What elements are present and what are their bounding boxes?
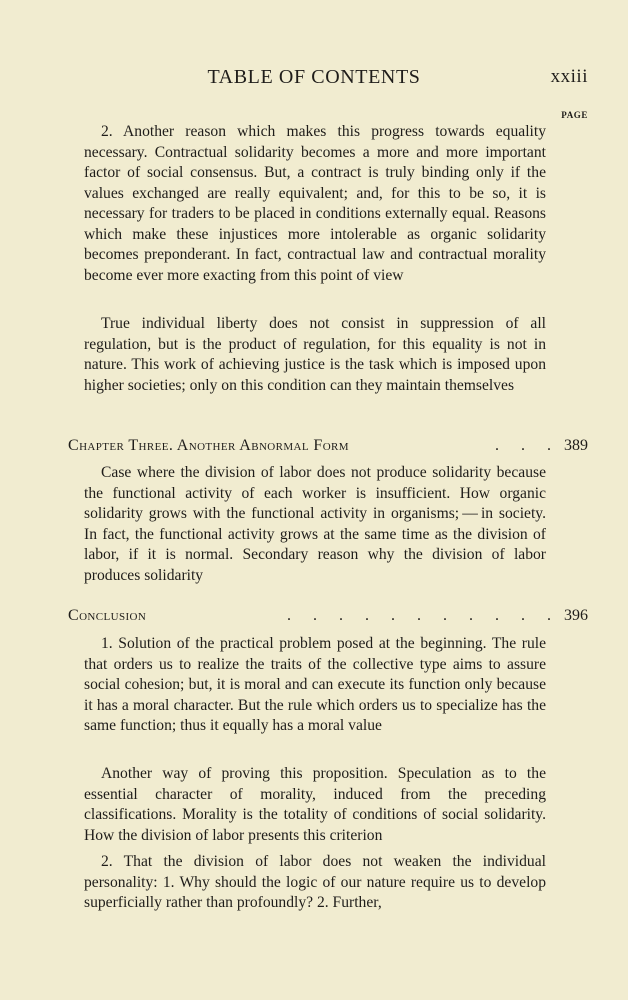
toc-leader-dots: . . . [495,437,560,454]
page-number: xxiii [550,66,588,87]
toc-entry-page: 396 [564,607,588,624]
running-head-title: TABLE OF CONTENTS [207,66,421,88]
paragraph-equality-necessary: 2. Another reason which makes this progress towards equality necessary. Contractual solidarity becomes a more and more important factor of social consensus. But, a contract is truly binding only if the values exchanged are really equivalent; and, for this to be so, it is necessary for traders to be placed in conditions externally equal. Reasons which make these injustices more intolerable as organic solidarity becomes preponderant. In fact, contractual law and contractual morality become ever more exacting from this point of view [84,123,546,284]
paragraph-functional-activity: Case where the division of labor does not produce solidarity because the functional activity of each worker is insufficient. How organic solidarity grows with the functional activity in organisms; — in society. In fact, the functional activity grows at the same time as the division of labor, if it is normal. Secondary reason why the division of labor produces solidarity [84,464,546,584]
toc-entry-page: 389 [564,437,588,454]
paragraph-practical-problem: 1. Solution of the practical problem posed at the beginning. The rule that orders us to realize the traits of the collective type aims to assure social cohesion; but, it is moral and can execute its function only because it has a moral character. But the rule which orders us to specialize has the same function; thus it equally has a moral value [84,635,546,734]
paragraph-individual-personality: 2. That the division of labor does not weaken the individual personality: 1. Why should the logic of our nature require us to develop superficially rather than profoundly? 2. Further, [84,853,546,911]
toc-leader-dots: . . . . . . . . . . . [287,607,560,624]
paragraph-individual-liberty: True individual liberty does not consist in suppression of all regulation, but is the product of regulation, for this equality is not in nature. This work of achieving justice is the task which is imposed upon higher societies; only on this condition can they maintain themselves [84,315,546,394]
toc-entry-label: Conclusion [68,607,147,624]
paragraph-another-way: Another way of proving this proposition. Speculation as to the essential character of morality, induced from the preceding classifications. Morality is the totality of conditions of social solidarity. How the division of labor presents this criterion [84,765,546,844]
toc-entry-chapter-three[interactable] [68,436,588,456]
page-column-label: PAGE [561,110,588,120]
toc-entry-label: Chapter Three. Another Abnormal Form [68,437,349,454]
toc-entry-conclusion[interactable] [68,606,588,626]
